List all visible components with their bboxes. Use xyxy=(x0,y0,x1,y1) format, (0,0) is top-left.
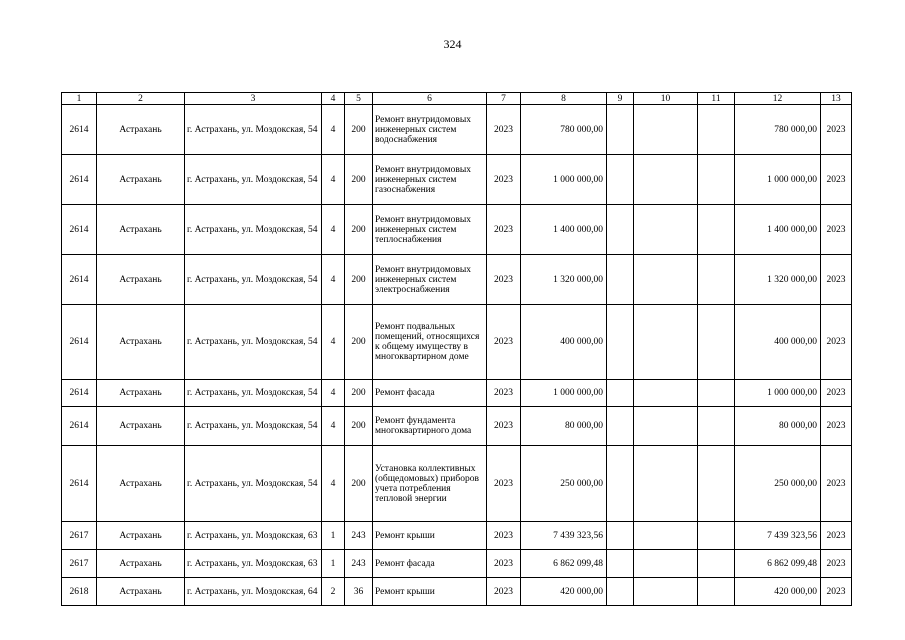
cell-11 xyxy=(698,407,735,446)
area-code: 200 xyxy=(345,205,373,255)
regional-fund-cost: 1 320 000,00 xyxy=(735,255,821,305)
building-floors: 4 xyxy=(322,255,345,305)
cell-10 xyxy=(634,550,698,578)
regional-fund-cost: 420 000,00 xyxy=(735,578,821,606)
cell-10 xyxy=(634,446,698,522)
start-year: 2023 xyxy=(487,305,521,380)
column-number: 1 xyxy=(62,93,97,105)
cell-11 xyxy=(698,550,735,578)
cell-11 xyxy=(698,205,735,255)
cell-11 xyxy=(698,105,735,155)
regional-fund-cost: 1 000 000,00 xyxy=(735,155,821,205)
cell-9 xyxy=(607,205,634,255)
regional-fund-cost: 400 000,00 xyxy=(735,305,821,380)
city: Астрахань xyxy=(97,255,185,305)
page-number: 324 xyxy=(443,37,462,51)
table-row xyxy=(62,380,852,407)
area-code: 200 xyxy=(345,407,373,446)
column-number-header-row xyxy=(62,93,852,105)
house-id: 2614 xyxy=(62,407,97,446)
column-number: 9 xyxy=(607,93,634,105)
table-row xyxy=(62,407,852,446)
house-id: 2614 xyxy=(62,205,97,255)
work-type: Ремонт внутридомовых инженерных систем электроснабжения xyxy=(373,255,487,305)
house-id: 2614 xyxy=(62,255,97,305)
house-id: 2617 xyxy=(62,522,97,550)
area-code: 200 xyxy=(345,305,373,380)
start-year: 2023 xyxy=(487,155,521,205)
total-cost: 6 862 099,48 xyxy=(521,550,607,578)
work-type: Ремонт внутридомовых инженерных систем газоснабжения xyxy=(373,155,487,205)
cell-10 xyxy=(634,578,698,606)
building-floors: 4 xyxy=(322,155,345,205)
total-cost: 780 000,00 xyxy=(521,105,607,155)
end-year: 2023 xyxy=(821,255,852,305)
table-row xyxy=(62,550,852,578)
column-number: 2 xyxy=(97,93,185,105)
cell-10 xyxy=(634,155,698,205)
cell-10 xyxy=(634,105,698,155)
column-number: 4 xyxy=(322,93,345,105)
area-code: 200 xyxy=(345,105,373,155)
address: г. Астрахань, ул. Моздокская, 54 xyxy=(185,407,322,446)
cell-9 xyxy=(607,305,634,380)
end-year: 2023 xyxy=(821,550,852,578)
end-year: 2023 xyxy=(821,522,852,550)
start-year: 2023 xyxy=(487,105,521,155)
table-row xyxy=(62,305,852,380)
work-type: Ремонт крыши xyxy=(373,578,487,606)
address: г. Астрахань, ул. Моздокская, 54 xyxy=(185,305,322,380)
start-year: 2023 xyxy=(487,522,521,550)
start-year: 2023 xyxy=(487,205,521,255)
column-number: 3 xyxy=(185,93,322,105)
end-year: 2023 xyxy=(821,407,852,446)
cell-10 xyxy=(634,522,698,550)
city: Астрахань xyxy=(97,407,185,446)
total-cost: 1 000 000,00 xyxy=(521,155,607,205)
table-row xyxy=(62,446,852,522)
cell-11 xyxy=(698,155,735,205)
address: г. Астрахань, ул. Моздокская, 54 xyxy=(185,446,322,522)
address: г. Астрахань, ул. Моздокская, 54 xyxy=(185,205,322,255)
address: г. Астрахань, ул. Моздокская, 54 xyxy=(185,155,322,205)
work-type: Ремонт фундамента многоквартирного дома xyxy=(373,407,487,446)
regional-fund-cost: 80 000,00 xyxy=(735,407,821,446)
end-year: 2023 xyxy=(821,578,852,606)
table-row xyxy=(62,105,852,155)
table-row xyxy=(62,205,852,255)
city: Астрахань xyxy=(97,155,185,205)
area-code: 200 xyxy=(345,380,373,407)
house-id: 2614 xyxy=(62,305,97,380)
area-code: 36 xyxy=(345,578,373,606)
cell-11 xyxy=(698,522,735,550)
area-code: 200 xyxy=(345,446,373,522)
table-row xyxy=(62,155,852,205)
address: г. Астрахань, ул. Моздокская, 64 xyxy=(185,578,322,606)
start-year: 2023 xyxy=(487,446,521,522)
cell-9 xyxy=(607,446,634,522)
column-number: 7 xyxy=(487,93,521,105)
city: Астрахань xyxy=(97,578,185,606)
cell-11 xyxy=(698,305,735,380)
capital-repair-table xyxy=(61,92,852,606)
regional-fund-cost: 6 862 099,48 xyxy=(735,550,821,578)
work-type: Ремонт фасада xyxy=(373,380,487,407)
end-year: 2023 xyxy=(821,155,852,205)
cell-9 xyxy=(607,550,634,578)
area-code: 200 xyxy=(345,255,373,305)
column-number: 11 xyxy=(698,93,735,105)
address: г. Астрахань, ул. Моздокская, 63 xyxy=(185,550,322,578)
work-type: Ремонт подвальных помещений, относящихся к общему имуществу в многоквартирном доме xyxy=(373,305,487,380)
address: г. Астрахань, ул. Моздокская, 54 xyxy=(185,255,322,305)
work-type: Ремонт внутридомовых инженерных систем водоснабжения xyxy=(373,105,487,155)
start-year: 2023 xyxy=(487,255,521,305)
area-code: 200 xyxy=(345,155,373,205)
column-number: 6 xyxy=(373,93,487,105)
regional-fund-cost: 250 000,00 xyxy=(735,446,821,522)
city: Астрахань xyxy=(97,305,185,380)
end-year: 2023 xyxy=(821,105,852,155)
regional-fund-cost: 1 400 000,00 xyxy=(735,205,821,255)
cell-10 xyxy=(634,255,698,305)
cell-10 xyxy=(634,380,698,407)
building-floors: 4 xyxy=(322,446,345,522)
building-floors: 2 xyxy=(322,578,345,606)
column-number: 10 xyxy=(634,93,698,105)
cell-9 xyxy=(607,522,634,550)
cell-9 xyxy=(607,578,634,606)
end-year: 2023 xyxy=(821,446,852,522)
total-cost: 250 000,00 xyxy=(521,446,607,522)
table-row xyxy=(62,255,852,305)
cell-9 xyxy=(607,255,634,305)
work-type: Установка коллективных (общедомовых) приборов учета потребления тепловой энергии xyxy=(373,446,487,522)
city: Астрахань xyxy=(97,446,185,522)
house-id: 2614 xyxy=(62,155,97,205)
building-floors: 1 xyxy=(322,550,345,578)
table-row xyxy=(62,522,852,550)
total-cost: 420 000,00 xyxy=(521,578,607,606)
building-floors: 4 xyxy=(322,205,345,255)
work-type: Ремонт внутридомовых инженерных систем теплоснабжения xyxy=(373,205,487,255)
address: г. Астрахань, ул. Моздокская, 63 xyxy=(185,522,322,550)
end-year: 2023 xyxy=(821,205,852,255)
cell-11 xyxy=(698,446,735,522)
house-id: 2614 xyxy=(62,446,97,522)
cell-11 xyxy=(698,380,735,407)
building-floors: 4 xyxy=(322,380,345,407)
regional-fund-cost: 1 000 000,00 xyxy=(735,380,821,407)
column-number: 8 xyxy=(521,93,607,105)
house-id: 2617 xyxy=(62,550,97,578)
building-floors: 4 xyxy=(322,305,345,380)
column-number: 12 xyxy=(735,93,821,105)
regional-fund-cost: 780 000,00 xyxy=(735,105,821,155)
building-floors: 4 xyxy=(322,407,345,446)
area-code: 243 xyxy=(345,522,373,550)
cell-11 xyxy=(698,255,735,305)
cell-10 xyxy=(634,407,698,446)
total-cost: 1 400 000,00 xyxy=(521,205,607,255)
cell-10 xyxy=(634,205,698,255)
cell-9 xyxy=(607,380,634,407)
city: Астрахань xyxy=(97,105,185,155)
building-floors: 1 xyxy=(322,522,345,550)
address: г. Астрахань, ул. Моздокская, 54 xyxy=(185,105,322,155)
house-id: 2614 xyxy=(62,105,97,155)
total-cost: 400 000,00 xyxy=(521,305,607,380)
total-cost: 1 000 000,00 xyxy=(521,380,607,407)
table-row xyxy=(62,578,852,606)
regional-fund-cost: 7 439 323,56 xyxy=(735,522,821,550)
start-year: 2023 xyxy=(487,578,521,606)
area-code: 243 xyxy=(345,550,373,578)
end-year: 2023 xyxy=(821,380,852,407)
address: г. Астрахань, ул. Моздокская, 54 xyxy=(185,380,322,407)
start-year: 2023 xyxy=(487,550,521,578)
city: Астрахань xyxy=(97,205,185,255)
total-cost: 7 439 323,56 xyxy=(521,522,607,550)
cell-9 xyxy=(607,155,634,205)
start-year: 2023 xyxy=(487,380,521,407)
work-type: Ремонт фасада xyxy=(373,550,487,578)
column-number: 13 xyxy=(821,93,852,105)
city: Астрахань xyxy=(97,550,185,578)
cell-10 xyxy=(634,305,698,380)
city: Астрахань xyxy=(97,380,185,407)
start-year: 2023 xyxy=(487,407,521,446)
cell-9 xyxy=(607,105,634,155)
column-number: 5 xyxy=(345,93,373,105)
cell-11 xyxy=(698,578,735,606)
city: Астрахань xyxy=(97,522,185,550)
building-floors: 4 xyxy=(322,105,345,155)
work-type: Ремонт крыши xyxy=(373,522,487,550)
house-id: 2618 xyxy=(62,578,97,606)
total-cost: 80 000,00 xyxy=(521,407,607,446)
house-id: 2614 xyxy=(62,380,97,407)
cell-9 xyxy=(607,407,634,446)
total-cost: 1 320 000,00 xyxy=(521,255,607,305)
end-year: 2023 xyxy=(821,305,852,380)
